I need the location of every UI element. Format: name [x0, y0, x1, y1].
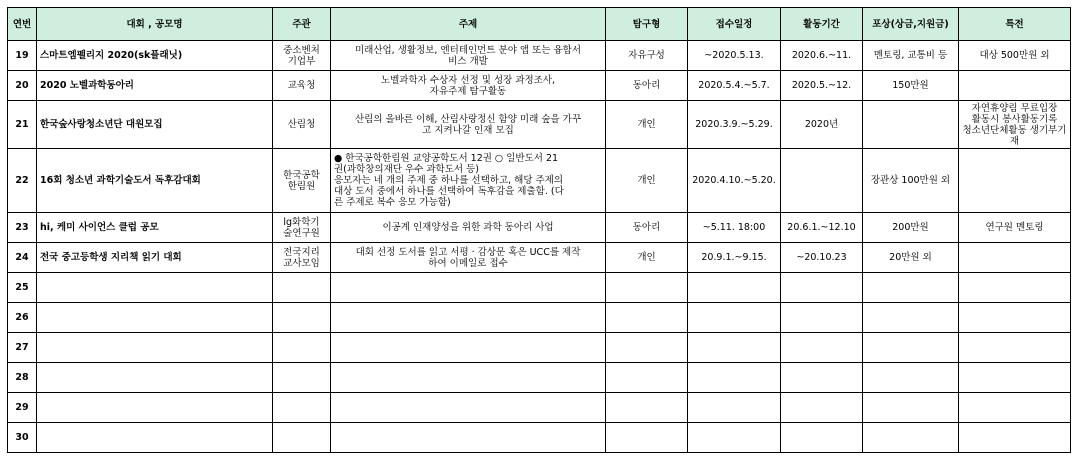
cell-period[interactable]: [781, 363, 863, 393]
cell-period[interactable]: [781, 393, 863, 423]
cell-no[interactable]: 25: [8, 273, 37, 303]
cell-type[interactable]: [606, 303, 688, 333]
cell-host[interactable]: 전국지리 교사모임: [273, 243, 331, 273]
cell-type[interactable]: [606, 333, 688, 363]
cell-topic[interactable]: 산림의 올바른 이해, 산림사랑정신 함양 미래 숲을 가꾸 고 지켜나갈 인재 모집: [331, 101, 606, 149]
cell-name[interactable]: 한국숲사랑청소년단 대원모집: [37, 101, 273, 149]
header-no[interactable]: 연번: [8, 8, 37, 41]
cell-type[interactable]: 자유구성: [606, 41, 688, 71]
cell-host[interactable]: [273, 333, 331, 363]
cell-topic[interactable]: 대회 선정 도서를 읽고 서평 · 감상문 혹은 UCC를 제작 하여 이메일로 접수: [331, 243, 606, 273]
header-row: [8, 8, 1071, 41]
cell-benefit[interactable]: [959, 273, 1071, 303]
cell-topic[interactable]: 이공계 인재양성을 위한 과학 동아리 사업: [331, 213, 606, 243]
cell-prize[interactable]: [863, 363, 959, 393]
cell-topic[interactable]: 노벨과학자 수상자 선정 및 성장 과정조사, 자유주제 탐구활동: [331, 71, 606, 101]
cell-no[interactable]: 30: [8, 423, 37, 453]
header-benefit[interactable]: 특전: [959, 8, 1071, 41]
cell-topic[interactable]: 미래산업, 생활정보, 엔터테인먼트 분야 앱 또는 융합서 비스 개발: [331, 41, 606, 71]
cell-benefit[interactable]: 대상 500만원 외: [959, 41, 1071, 71]
table-row: [8, 213, 1071, 243]
header-prize[interactable]: 포상(상금,지원금): [863, 8, 959, 41]
cell-reception[interactable]: [688, 273, 781, 303]
cell-name[interactable]: hi, 케미 사이언스 클럽 공모: [37, 213, 273, 243]
cell-no[interactable]: 23: [8, 213, 37, 243]
cell-no[interactable]: 29: [8, 393, 37, 423]
header-type[interactable]: 탐구형: [606, 8, 688, 41]
cell-period[interactable]: [781, 303, 863, 333]
table-row: [8, 273, 1071, 303]
cell-no[interactable]: 26: [8, 303, 37, 333]
cell-name[interactable]: 2020 노벨과학동아리: [37, 71, 273, 101]
cell-period[interactable]: 2020.5.~12.: [781, 71, 863, 101]
cell-reception[interactable]: 2020.5.4.~5.7.: [688, 71, 781, 101]
cell-type[interactable]: [606, 363, 688, 393]
cell-type[interactable]: 동아리: [606, 213, 688, 243]
cell-no[interactable]: 28: [8, 363, 37, 393]
cell-type[interactable]: [606, 423, 688, 453]
cell-prize[interactable]: [863, 393, 959, 423]
header-host[interactable]: 주관: [273, 8, 331, 41]
cell-prize[interactable]: 20만원 외: [863, 243, 959, 273]
cell-name[interactable]: 전국 중고등학생 지리책 읽기 대회: [37, 243, 273, 273]
cell-host[interactable]: lg화학기 술연구원: [273, 213, 331, 243]
cell-type[interactable]: 개인: [606, 243, 688, 273]
cell-host[interactable]: 교육청: [273, 71, 331, 101]
cell-benefit[interactable]: [959, 423, 1071, 453]
header-topic[interactable]: 주제: [331, 8, 606, 41]
cell-benefit[interactable]: [959, 303, 1071, 333]
cell-name[interactable]: [37, 393, 273, 423]
cell-prize[interactable]: [863, 273, 959, 303]
cell-no[interactable]: 24: [8, 243, 37, 273]
cell-name[interactable]: [37, 333, 273, 363]
cell-prize[interactable]: [863, 303, 959, 333]
cell-reception[interactable]: 20.9.1.~9.15.: [688, 243, 781, 273]
cell-prize[interactable]: 장관상 100만원 외: [863, 149, 959, 213]
cell-topic[interactable]: ● 한국공학한림원 교양공학도서 12권 ○ 일반도서 21 권(과학창의재단 우수 과학도서 등) 응모자는 네 개의 주제 중 하나를 선택하고, 해당 주제의 대상 도서 중에서 하나를 선택하여 독후감을 제출함. (다 른 주제로 복수 응모 가능함): [331, 149, 606, 213]
cell-topic[interactable]: [331, 273, 606, 303]
cell-prize[interactable]: [863, 101, 959, 149]
cell-topic[interactable]: [331, 333, 606, 363]
table-row: [8, 363, 1071, 393]
cell-name[interactable]: [37, 363, 273, 393]
cell-no[interactable]: 21: [8, 101, 37, 149]
table-row: [8, 101, 1071, 149]
cell-type[interactable]: 동아리: [606, 71, 688, 101]
cell-type[interactable]: 개인: [606, 149, 688, 213]
cell-period[interactable]: [781, 333, 863, 363]
cell-type[interactable]: [606, 393, 688, 423]
spreadsheet: [7, 7, 1071, 453]
cell-reception[interactable]: ~2020.5.13.: [688, 41, 781, 71]
cell-topic[interactable]: [331, 423, 606, 453]
cell-benefit[interactable]: [959, 149, 1071, 213]
cell-host[interactable]: 중소벤처 기업부: [273, 41, 331, 71]
table-row: [8, 71, 1071, 101]
cell-reception[interactable]: 2020.4.10.~5.20.: [688, 149, 781, 213]
cell-name[interactable]: 스마트엠펠리지 2020(sk플래닛): [37, 41, 273, 71]
cell-prize[interactable]: 멘토링, 교통비 등: [863, 41, 959, 71]
table-row: [8, 149, 1071, 213]
cell-host[interactable]: [273, 303, 331, 333]
cell-benefit[interactable]: [959, 393, 1071, 423]
cell-period[interactable]: ~20.10.23: [781, 243, 863, 273]
cell-reception[interactable]: [688, 363, 781, 393]
cell-reception[interactable]: [688, 423, 781, 453]
table-row: [8, 393, 1071, 423]
cell-topic[interactable]: [331, 363, 606, 393]
table-row: [8, 423, 1071, 453]
cell-period[interactable]: 20.6.1.~12.10: [781, 213, 863, 243]
cell-name[interactable]: [37, 273, 273, 303]
cell-reception[interactable]: [688, 393, 781, 423]
cell-topic[interactable]: [331, 303, 606, 333]
cell-reception[interactable]: [688, 333, 781, 363]
cell-no[interactable]: 22: [8, 149, 37, 213]
contest-table: [7, 7, 1071, 453]
cell-prize[interactable]: [863, 423, 959, 453]
table-row: [8, 243, 1071, 273]
cell-host[interactable]: [273, 423, 331, 453]
cell-host[interactable]: [273, 273, 331, 303]
header-reception[interactable]: 접수일정: [688, 8, 781, 41]
cell-host[interactable]: [273, 363, 331, 393]
cell-type[interactable]: 개인: [606, 101, 688, 149]
cell-name[interactable]: 16회 청소년 과학기술도서 독후감대회: [37, 149, 273, 213]
cell-prize[interactable]: 200만원: [863, 213, 959, 243]
cell-benefit[interactable]: 연구원 멘토링: [959, 213, 1071, 243]
table-row: [8, 333, 1071, 363]
cell-benefit[interactable]: [959, 363, 1071, 393]
cell-benefit[interactable]: [959, 243, 1071, 273]
cell-no[interactable]: 27: [8, 333, 37, 363]
cell-period[interactable]: 2020.6.~11.: [781, 41, 863, 71]
header-period[interactable]: 활동기간: [781, 8, 863, 41]
table-row: [8, 303, 1071, 333]
cell-type[interactable]: [606, 273, 688, 303]
cell-benefit[interactable]: 자연휴양림 무료입장 활동시 봉사활동기록 청소년단체활동 생기부기 재: [959, 101, 1071, 149]
cell-name[interactable]: [37, 423, 273, 453]
cell-host[interactable]: [273, 393, 331, 423]
cell-period[interactable]: [781, 273, 863, 303]
cell-host[interactable]: 산림청: [273, 101, 331, 149]
cell-prize[interactable]: 150만원: [863, 71, 959, 101]
cell-host[interactable]: 한국공학 한림원: [273, 149, 331, 213]
cell-reception[interactable]: [688, 303, 781, 333]
table-row: [8, 41, 1071, 71]
cell-reception[interactable]: ~5.11. 18:00: [688, 213, 781, 243]
cell-reception[interactable]: 2020.3.9.~5.29.: [688, 101, 781, 149]
cell-name[interactable]: [37, 303, 273, 333]
cell-period[interactable]: [781, 423, 863, 453]
cell-period[interactable]: 2020년: [781, 101, 863, 149]
cell-period[interactable]: [781, 149, 863, 213]
cell-no[interactable]: 19: [8, 41, 37, 71]
header-name[interactable]: 대회 , 공모명: [37, 8, 273, 41]
cell-prize[interactable]: [863, 333, 959, 363]
cell-topic[interactable]: [331, 393, 606, 423]
cell-benefit[interactable]: [959, 333, 1071, 363]
cell-benefit[interactable]: [959, 71, 1071, 101]
cell-no[interactable]: 20: [8, 71, 37, 101]
